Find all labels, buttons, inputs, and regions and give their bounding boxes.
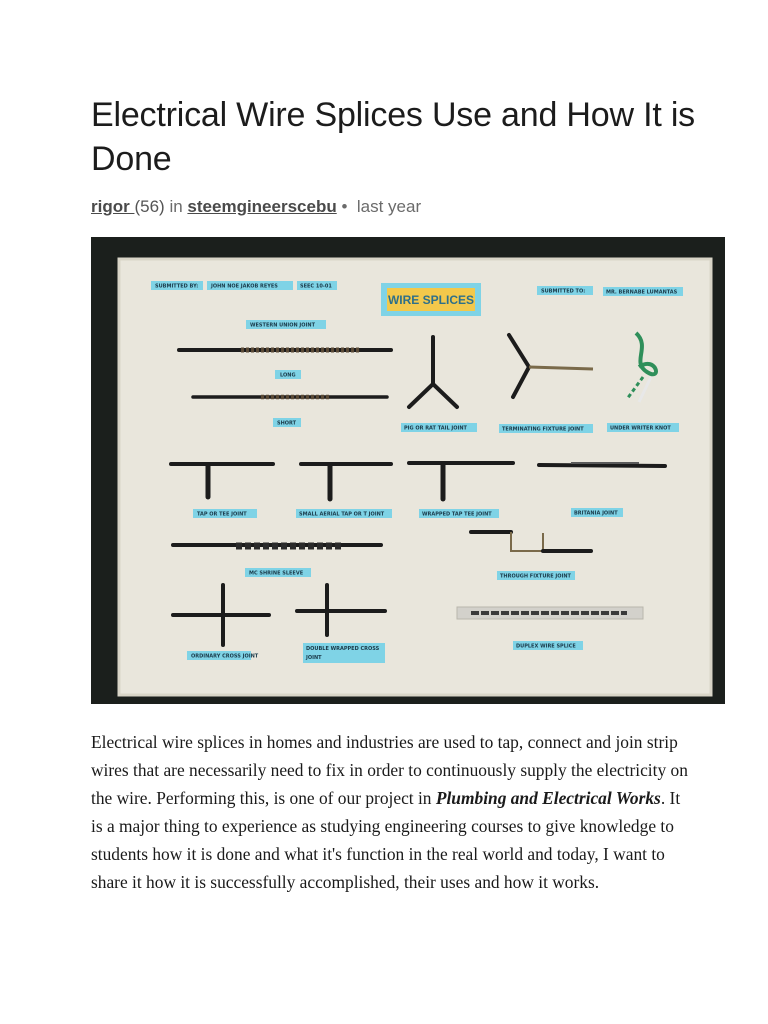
- paragraph-text-2: . It is a major thing to experience as studying engineering courses to give knowledge to students how it is done and what it's function in the real world and today, I want to share it how it is successfully accomplished, their uses and how it works.: [91, 788, 681, 892]
- label-duplex: [513, 641, 583, 650]
- svg-text:BRITANIA JOINT: BRITANIA JOINT: [574, 510, 618, 517]
- label-underwriter: [607, 423, 679, 432]
- svg-text:WESTERN UNION JOINT: WESTERN UNION JOINT: [250, 322, 315, 329]
- label-ordinary-cross: [187, 651, 259, 660]
- community-link[interactable]: steemgineerscebu: [187, 197, 337, 216]
- reputation-close: ): [159, 197, 165, 216]
- label-terminating: [499, 424, 593, 433]
- svg-text:JOHN NOE JAKOB REYES: JOHN NOE JAKOB REYES: [211, 283, 278, 290]
- label-short: [273, 418, 301, 427]
- label-teacher: [603, 287, 683, 296]
- svg-text:PIG OR RAT TAIL JOINT: PIG OR RAT TAIL JOINT: [404, 425, 467, 432]
- svg-text:MR. BERNABE LUMANTAS: MR. BERNABE LUMANTAS: [606, 289, 678, 296]
- wire-splices-photo: [91, 237, 725, 704]
- svg-text:DUPLEX WIRE SPLICE: DUPLEX WIRE SPLICE: [516, 643, 576, 650]
- svg-text:SUBMITTED TO:: SUBMITTED TO:: [541, 288, 586, 295]
- page-title: Electrical Wire Splices Use and How It is Done: [91, 96, 695, 178]
- svg-text:WRAPPED TAP TEE JOINT: WRAPPED TAP TEE JOINT: [422, 511, 492, 518]
- label-section: [297, 281, 337, 290]
- svg-text:DOUBLE WRAPPED CROSS: DOUBLE WRAPPED CROSS: [306, 646, 380, 652]
- label-through-fixture: [497, 571, 575, 580]
- board-title: [381, 283, 481, 316]
- svg-text:MC SHRINE SLEEVE: MC SHRINE SLEEVE: [249, 570, 304, 577]
- svg-text:SMALL AERIAL TAP OR T JOINT: SMALL AERIAL TAP OR T JOINT: [299, 511, 385, 518]
- wire-duplex: [457, 607, 643, 619]
- in-label: in: [169, 197, 183, 216]
- label-small-aerial: [296, 509, 392, 518]
- svg-text:UNDER WRITER KNOT: UNDER WRITER KNOT: [610, 425, 671, 432]
- article-paragraph: [91, 728, 691, 896]
- author-link[interactable]: rigor: [91, 197, 135, 216]
- paragraph-text-1: Electrical wire splices in homes and industries are used to tap, connect and join strip wires that are necessarily need to fix in order to continuously supply the electricity on the wire. Performing this, is one of our project in: [91, 732, 688, 808]
- wire-mc-sleeve: [173, 545, 381, 546]
- label-tap-tee: [193, 509, 257, 518]
- post-time: last year: [356, 197, 422, 216]
- svg-text:JOINT: JOINT: [306, 655, 322, 661]
- svg-text:WIRE SPLICES: WIRE SPLICES: [387, 293, 475, 307]
- svg-text:THROUGH FIXTURE JOINT: THROUGH FIXTURE JOINT: [500, 573, 571, 580]
- label-submitted-by: [151, 281, 203, 290]
- svg-text:ORDINARY CROSS JOINT: ORDINARY CROSS JOINT: [191, 653, 259, 660]
- svg-text:SEEC 10-01: SEEC 10-01: [300, 283, 332, 290]
- svg-text:SHORT: SHORT: [277, 420, 297, 427]
- label-double-cross: [303, 643, 385, 663]
- svg-text:TERMINATING FIXTURE JOINT: TERMINATING FIXTURE JOINT: [502, 426, 584, 433]
- author-reputation: 56: [140, 197, 160, 216]
- label-western-union: [246, 320, 326, 329]
- reputation-open: (: [134, 197, 141, 216]
- label-wrapped-tap: [419, 509, 499, 518]
- meta-separator: •: [341, 197, 348, 216]
- label-long: [275, 370, 301, 379]
- label-pig-tail: [401, 423, 477, 432]
- svg-text:SUBMITTED BY:: SUBMITTED BY:: [155, 283, 199, 290]
- svg-text:TAP OR TEE JOINT: TAP OR TEE JOINT: [197, 511, 247, 518]
- label-submitted-to: [537, 286, 593, 295]
- svg-text:LONG: LONG: [280, 372, 296, 379]
- label-britannia: [571, 508, 623, 517]
- label-mc-sleeve: [245, 568, 311, 577]
- paragraph-course-name: Plumbing and Electrical Works: [435, 788, 661, 808]
- post-meta: [91, 197, 421, 217]
- label-student: [207, 281, 293, 290]
